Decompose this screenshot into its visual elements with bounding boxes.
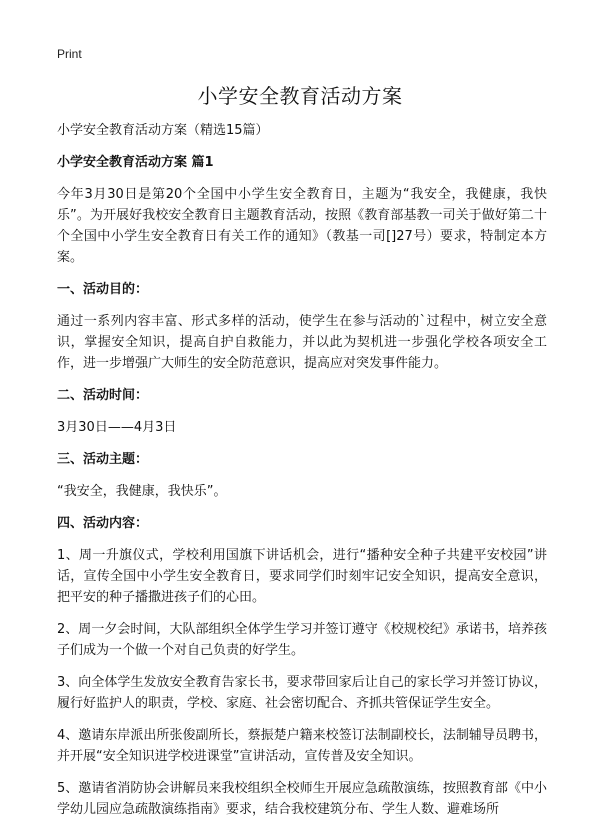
content-item-5: 5、邀请省消防协会讲解员来我校组织全校师生开展应急疏散演练，按照教育部《中小学幼儿园应急疏散演练指南》要求，结合我校建筑分布、学生人数、避难场所: [57, 781, 547, 817]
section-title: 小学安全教育活动方案 篇1: [57, 155, 214, 170]
heading-time: 二、活动时间：: [57, 388, 149, 403]
print-link[interactable]: Print: [57, 47, 82, 61]
intro-paragraph: 今年3月30日是第20个全国中小学生安全教育日，主题为“我安全，我健康，我快乐”。为开展好我校安全教育日主题教育活动，按照《教育部基教一司关于做好第二十个全国中小学生安全教育日有关工作的通知》（教基一司[]27号）要求，特制定本方案。: [57, 187, 547, 265]
content-item-3: 3、向全体学生发放安全教育告家长书，要求带回家后让自己的家长学习并签订协议，履行好监护人的职责，学校、家庭、社会密切配合、齐抓共管保证学生安全。: [57, 675, 547, 711]
heading-purpose: 一、活动目的：: [57, 282, 149, 297]
document-body: [57, 120, 547, 828]
content-item-1: 1、周一升旗仪式，学校利用国旗下讲话机会，进行“播种安全种子共建平安校园”讲话，宣传全国中小学生安全教育日，要求同学们时刻牢记安全知识，提高安全意识，把平安的种子播撒进孩子们的心田。: [57, 548, 547, 605]
content-item-2: 2、周一夕会时间，大队部组织全体学生学习并签订遵守《校规校纪》承诺书，培养孩子们成为一个做一个对自己负责的好学生。: [57, 622, 547, 658]
time-paragraph: 3月30日——4月3日: [57, 420, 177, 435]
content-item-4: 4、邀请东岸派出所张俊副所长，蔡振楚户籍来校签订法制副校长，法制辅导员聘书，并开展“安全知识进学校进课堂”宣讲活动，宣传普及安全知识。: [57, 728, 547, 764]
page-title: 小学安全教育活动方案: [197, 84, 403, 108]
purpose-paragraph: 通过一系列内容丰富、形式多样的活动，使学生在参与活动的`过程中，树立安全意识，掌握安全知识，提高自护自救能力，并以此为契机进一步强化学校各项安全工作，进一步增强广大师生的安全防范意识，提高应对突发事件能力。: [57, 314, 547, 371]
document-subtitle: 小学安全教育活动方案（精选15篇）: [57, 123, 269, 138]
heading-theme: 三、活动主题：: [57, 452, 149, 467]
theme-paragraph: “我安全，我健康，我快乐”。: [57, 484, 227, 499]
heading-content: 四、活动内容：: [57, 516, 149, 531]
